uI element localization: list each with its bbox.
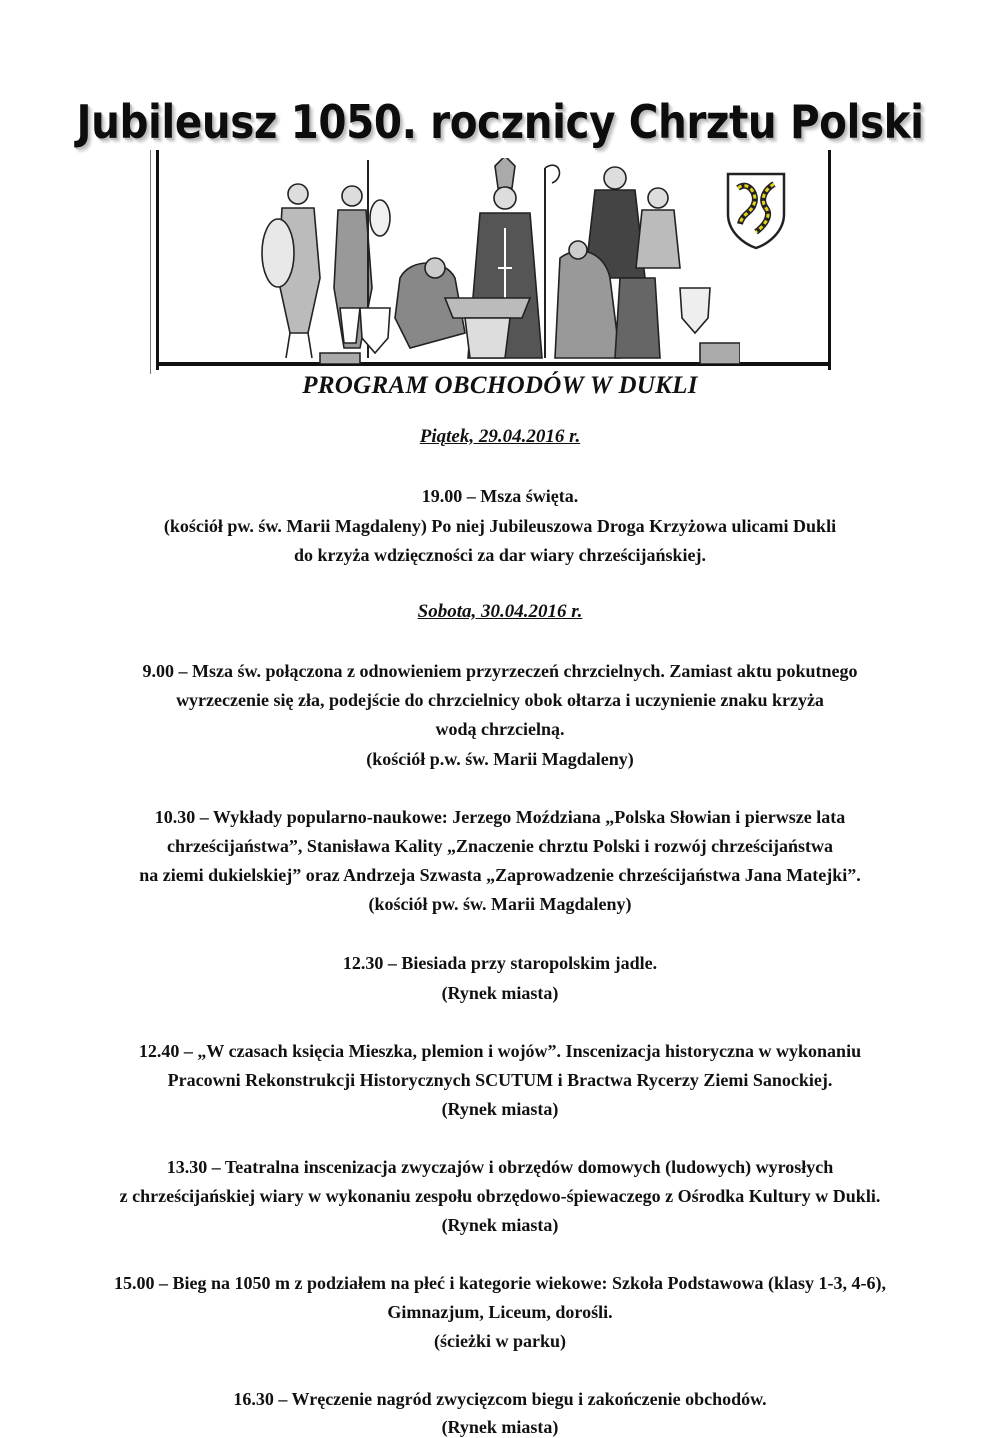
- program-title: PROGRAM OBCHODÓW W DUKLI: [302, 372, 698, 399]
- event-line: 15.00 – Bieg na 1050 m z podziałem na płeć i kategorie wiekowe: Szkoła Podstawowa (klasy 1-3, 4-6),: [114, 1273, 886, 1293]
- event-line: (kościół p.w. św. Marii Magdaleny): [366, 749, 634, 769]
- event-line: Gimnazjum, Liceum, dorośli.: [387, 1302, 613, 1322]
- event-line: (kościół pw. św. Marii Magdaleny) Po niej Jubileuszowa Droga Krzyżowa ulicami Dukli: [163, 516, 837, 536]
- frame-left-border: [156, 150, 159, 370]
- event-line: wodą chrzcielną.: [435, 719, 565, 739]
- frame-shadow-line: [150, 150, 151, 374]
- baptism-scene-illustration: [260, 158, 740, 364]
- event-line: 10.30 – Wykłady popularno-naukowe: Jerzego Moździana „Polska Słowian i pierwsze lata: [154, 807, 846, 827]
- event-line: (kościół pw. św. Marii Magdaleny): [368, 894, 632, 914]
- event-line: (Rynek miasta): [441, 983, 559, 1003]
- event-line: 16.30 – Wręczenie nagród zwycięzcom biegu i zakończenie obchodów.: [233, 1389, 767, 1409]
- event-line: na ziemi dukielskiej” oraz Andrzeja Szwasta „Zaprowadzenie chrześcijaństwa Jana Matejki”.: [139, 865, 861, 885]
- event-line: (Rynek miasta): [441, 1417, 559, 1437]
- event-line: do krzyża wdzięczności za dar wiary chrześcijańskiej.: [293, 545, 707, 565]
- frame-right-border: [828, 150, 831, 370]
- event-line: 9.00 – Msza św. połączona z odnowieniem przyrzeczeń chrzcielnych. Zamiast aktu pokutnego: [142, 661, 858, 681]
- event-line: (Rynek miasta): [441, 1215, 559, 1235]
- event-line: 13.30 – Teatralna inscenizacja zwyczajów i obrzędów domowych (ludowych) wyrosłych: [166, 1157, 834, 1177]
- day-heading-saturday: Sobota, 30.04.2016 r.: [417, 601, 583, 622]
- event-line: 12.30 – Biesiada przy staropolskim jadle.: [342, 953, 658, 973]
- event-line: z chrześcijańskiej wiary w wykonaniu zespołu obrzędowo-śpiewaczego z Ośrodka Kultury w Dukli.: [119, 1186, 881, 1206]
- event-line: 19.00 – Msza święta.: [421, 486, 579, 506]
- event-line: wyrzeczenie się zła, podejście do chrzcielnicy obok ołtarza i uczynienie znaku krzyża: [176, 690, 824, 710]
- event-line: 12.40 – „W czasach księcia Mieszka, plemion i wojów”. Inscenizacja historyczna w wykonaniu: [138, 1041, 862, 1061]
- event-line: (Rynek miasta): [441, 1099, 559, 1119]
- event-line: Pracowni Rekonstrukcji Historycznych SCUTUM i Bractwa Rycerzy Ziemi Sanockiej.: [167, 1070, 833, 1090]
- event-line: (ścieżki w parku): [434, 1331, 566, 1351]
- day-heading-friday: Piątek, 29.04.2016 r.: [419, 426, 581, 447]
- coat-of-arms-icon: [724, 170, 788, 250]
- banner-title: Jubileusz 1050. rocznicy Chrztu Polski: [76, 95, 924, 149]
- event-line: chrześcijaństwa”, Stanisława Kality „Znaczenie chrztu Polski i rozwój chrześcijaństwa: [166, 836, 834, 856]
